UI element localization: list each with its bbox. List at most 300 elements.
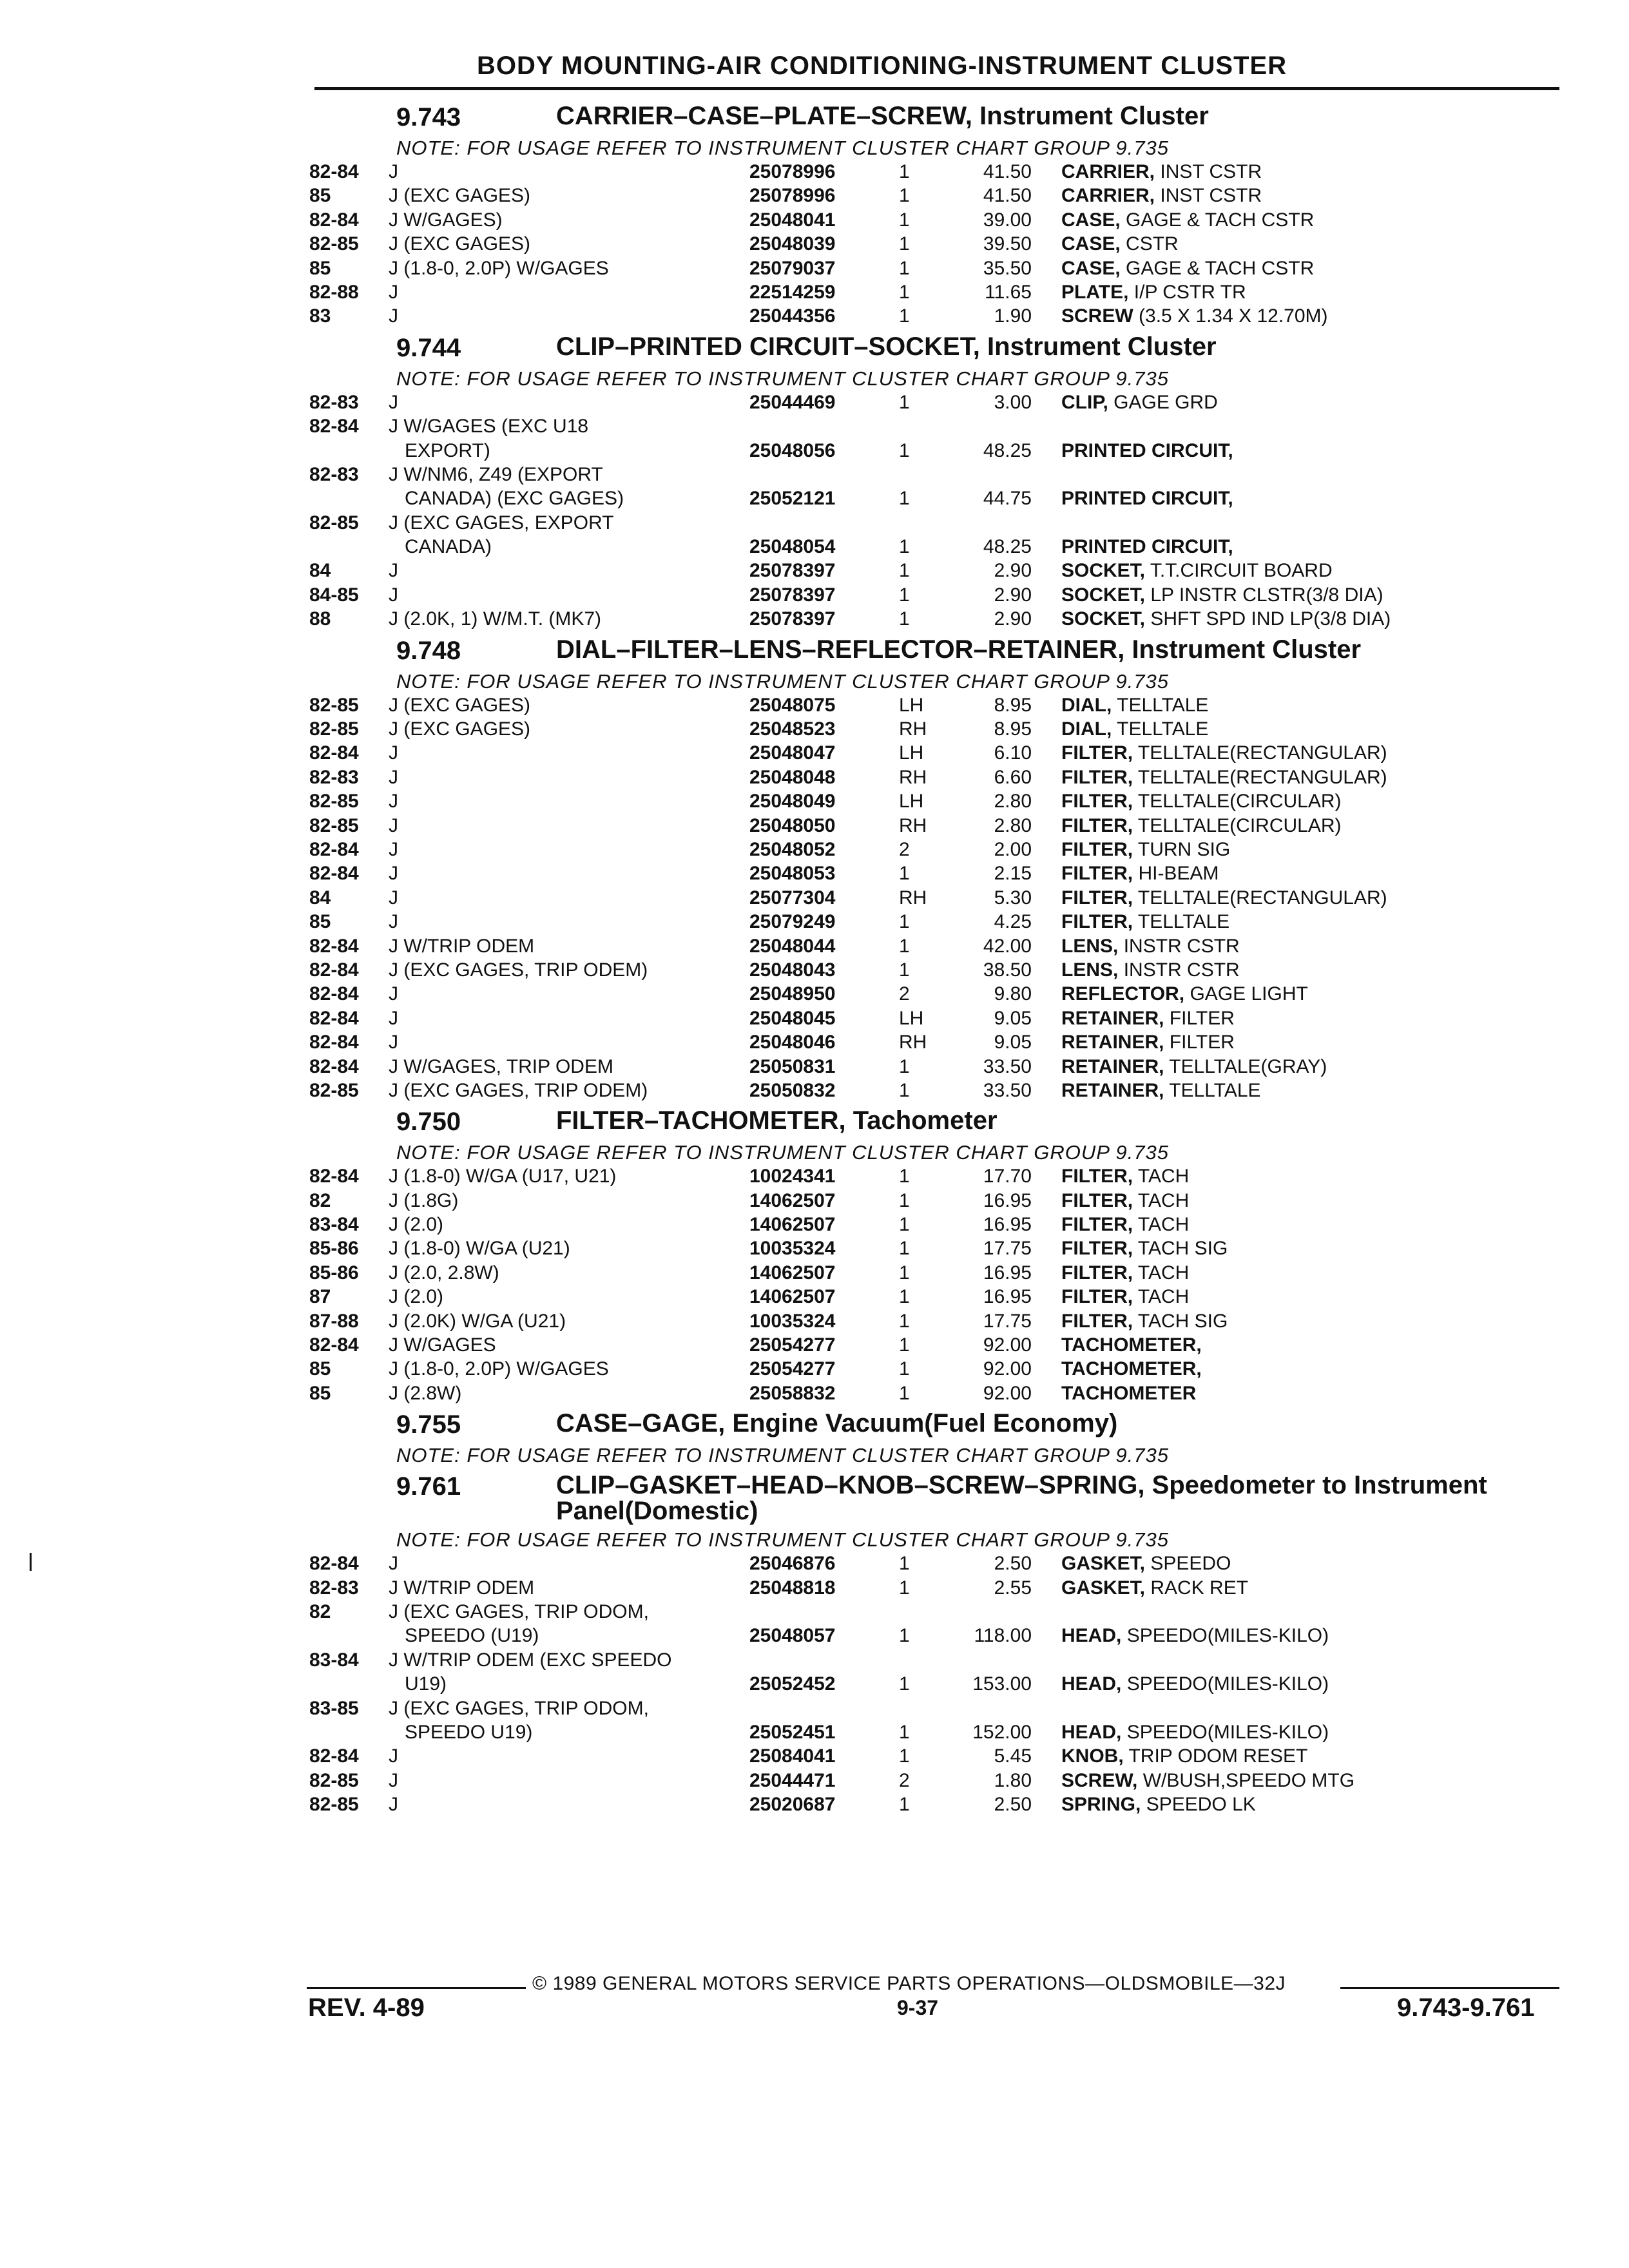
part-name [1032,559,1525,582]
usage-text: J (2.8W) [389,1383,465,1404]
part-number: 25048039 [749,233,836,255]
part-name-bold: LENS, [1061,959,1119,981]
price: 17.70 [983,1166,1032,1187]
quantity: RH [899,766,927,788]
usage-description [389,607,744,631]
part-row [309,1030,1572,1054]
part-name-bold: CASE, [1061,233,1121,255]
price [949,511,1032,535]
part-row [309,1648,1572,1672]
part-row [309,184,1572,207]
model-years: 82-85 [309,512,359,533]
part-row [309,1672,1572,1696]
part-name-bold: DIAL, [1061,694,1112,716]
part-name-bold: CARRIER, [1061,185,1155,207]
price: 8.95 [994,694,1032,716]
part-number: 25048044 [749,935,836,957]
part-name-bold: TACHOMETER, [1061,1334,1202,1356]
part-name-bold: TACHOMETER [1061,1382,1197,1404]
price: 6.10 [994,742,1032,764]
part-name-detail: TELLTALE(RECTANGULAR) [1138,767,1393,788]
usage-text: J [389,1794,402,1815]
price: 42.00 [983,935,1032,957]
model-years: 87 [309,1286,331,1308]
part-name [1032,1309,1525,1333]
section-title [556,1108,1490,1133]
usage-description [389,1189,744,1213]
part-name-detail: TELLTALE(CIRCULAR) [1138,791,1347,812]
part-number: 25078996 [749,161,836,182]
part-name-detail: W/BUSH,SPEEDO MTG [1143,1770,1360,1791]
price [949,1600,1032,1624]
part-name-detail [1061,416,1066,437]
section-number: 9.761 [396,1472,461,1501]
usage-text: J [389,839,402,860]
part-name-bold: RETAINER, [1061,1007,1164,1029]
part-name [1032,256,1525,280]
section-number: 9.755 [396,1410,461,1439]
part-name-detail: TACH SIG [1138,1311,1233,1332]
footer-rule-right [1340,1987,1559,1989]
usage-text: J (1.8-0) W/GA (U17, U21) [389,1166,620,1187]
part-row [309,256,1572,280]
usage-text: SPEEDO U19) [389,1722,536,1743]
part-name [1032,160,1525,184]
part-number: 25078397 [749,584,836,606]
parts-section [309,103,1572,329]
usage-text: J (1.8-0, 2.0P) W/GAGES [389,258,613,279]
part-number: 25048048 [749,766,836,788]
part-name-detail: TELLTALE [1117,695,1213,716]
usage-description [389,934,744,958]
part-name-detail [1061,1601,1066,1622]
usage-description [389,1696,744,1720]
quantity: LH [899,1007,924,1029]
usage-description [389,1030,744,1054]
usage-description [389,1648,744,1672]
usage-text: J [389,1770,402,1791]
price: 1.90 [994,305,1032,327]
part-name-bold: PLATE, [1061,281,1129,303]
usage-note: NOTE: FOR USAGE REFER TO INSTRUMENT CLUSTER CHART GROUP 9.735 [396,669,1169,693]
part-number [744,414,899,438]
model-years: 85 [309,1358,331,1380]
part-name-detail: TELLTALE(RECTANGULAR) [1138,742,1393,764]
part-name [1032,1261,1525,1285]
price: 17.75 [983,1238,1032,1260]
part-name [1032,1333,1525,1357]
page-number: 9-37 [897,1996,939,2019]
part-number: 25079037 [749,257,836,279]
section-title [556,1410,1490,1436]
part-name-detail [1202,1334,1207,1356]
usage-text: J (EXC GAGES, EXPORT [389,512,618,533]
part-name-detail [1061,1649,1066,1671]
price: 92.00 [983,1382,1032,1404]
usage-description [389,559,744,582]
part-row [309,1333,1572,1357]
usage-text: J [389,161,402,182]
quantity: 1 [899,209,910,231]
quantity: LH [899,791,924,812]
part-name-bold: FILTER, [1061,1166,1133,1187]
usage-text: J [389,983,402,1004]
quantity: LH [899,694,924,716]
price: 38.50 [983,959,1032,981]
part-name-bold: FILTER, [1061,838,1133,860]
parts-section [309,1108,1572,1405]
quantity: 1 [899,1214,910,1236]
usage-description [389,511,744,535]
part-name [1032,741,1525,765]
part-row [309,1285,1572,1309]
part-name-bold: REFLECTOR, [1061,983,1185,1005]
section-number: 9.744 [396,333,461,362]
model-years: 82-84 [309,209,359,231]
parts-section [309,334,1572,631]
price: 153.00 [972,1673,1032,1695]
part-name-detail: TACH [1138,1214,1194,1235]
model-years: 82-85 [309,791,359,812]
quantity: 1 [899,584,910,606]
price: 2.50 [994,1794,1032,1816]
quantity: RH [899,718,927,740]
price: 11.65 [985,281,1032,303]
part-name [1032,886,1525,910]
part-name-bold: FILTER, [1061,863,1133,885]
usage-description [389,535,744,559]
part-name [1032,463,1525,486]
usage-text: CANADA) (EXC GAGES) [389,488,628,509]
quantity: 1 [899,1745,910,1767]
usage-text: CANADA) [389,536,496,557]
part-name-bold: FILTER, [1061,887,1133,908]
part-name-bold: FILTER, [1061,1238,1133,1260]
price: 41.50 [983,161,1032,182]
section-subtitle: Tachometer [853,1106,998,1135]
parts-section [309,637,1572,1103]
part-name-detail: SPEEDO LK [1146,1794,1261,1815]
part-number: 10035324 [749,1310,836,1332]
usage-text: J [389,1032,402,1053]
usage-description [389,1769,744,1792]
model-years: 82-84 [309,935,359,957]
part-number: 25020687 [749,1794,836,1816]
model-years: 87-88 [309,1310,359,1332]
section-subtitle: Instrument Cluster [979,102,1209,130]
price: 4.25 [994,911,1032,933]
usage-text: J [389,911,402,932]
price: 16.95 [983,1189,1032,1211]
part-name [1032,1720,1525,1744]
price: 2.90 [994,608,1032,630]
usage-text: J (1.8-0) W/GA (U21) [389,1238,574,1259]
part-name-detail [1233,440,1239,461]
usage-text: J W/TRIP ODEM [389,936,538,957]
part-number: 22514259 [749,281,836,303]
quantity: 1 [899,233,910,255]
part-number: 25046876 [749,1553,836,1575]
model-years: 84-85 [309,584,359,606]
section-number: 9.748 [396,636,461,665]
quantity: 1 [899,305,910,327]
model-years: 85-86 [309,1262,359,1283]
part-row [309,1744,1572,1768]
model-years: 82-84 [309,1166,359,1187]
quantity: 1 [899,488,910,510]
part-row [309,838,1572,861]
model-years: 82-84 [309,1007,359,1029]
usage-description [389,958,744,982]
usage-description [389,886,744,910]
usage-text: J W/GAGES, TRIP ODEM [389,1056,617,1077]
part-name-detail: SPEEDO(MILES-KILO) [1127,1673,1334,1695]
part-number [744,463,899,486]
part-name [1032,1285,1525,1309]
part-name [1032,1672,1525,1696]
usage-description [389,390,744,414]
usage-description [389,1600,744,1624]
section-title-main: FILTER–TACHOMETER, [556,1106,846,1135]
model-years: 82-83 [309,463,359,485]
usage-text: J (2.0K) W/GA (U21) [389,1311,570,1332]
model-years: 82-84 [309,1334,359,1356]
part-name-detail: SPEEDO(MILES-KILO) [1127,1625,1334,1646]
usage-description [389,741,744,765]
price: 3.00 [994,391,1032,413]
part-name [1032,982,1525,1006]
usage-description [389,1213,744,1236]
section-number: 9.750 [396,1108,461,1137]
quantity: 2 [899,1769,910,1791]
model-years [309,439,389,463]
part-name-bold: PRINTED CIRCUIT, [1061,536,1233,558]
part-number: 25048052 [749,838,836,860]
part-name [1032,607,1525,631]
quantity: 1 [899,1673,910,1695]
price: 35.50 [983,257,1032,279]
part-name [1032,535,1525,559]
part-name [1032,861,1525,885]
usage-description [389,910,744,934]
part-name-bold: DIAL, [1061,718,1112,740]
usage-description [389,1720,744,1744]
part-name-detail: CSTR [1126,233,1184,255]
quantity [899,511,949,535]
usage-text: J (2.0K, 1) W/M.T. (MK7) [389,608,605,629]
part-number: 25048950 [749,983,836,1005]
usage-description [389,583,744,607]
part-name [1032,1357,1525,1381]
part-name [1032,765,1525,789]
quantity: 1 [899,1286,910,1308]
part-name-detail: GAGE & TACH CSTR [1126,209,1319,231]
part-name [1032,958,1525,982]
quantity: 1 [899,1166,910,1187]
usage-text: J [389,1745,402,1767]
price: 6.60 [994,766,1032,788]
part-name-bold: FILTER, [1061,1310,1133,1332]
quantity: 1 [899,1055,910,1077]
part-name [1032,1079,1525,1102]
part-name-bold: FILTER, [1061,1286,1133,1308]
part-number: 25079249 [749,911,836,933]
quantity: RH [899,887,927,908]
usage-description [389,693,744,717]
part-name-bold: CLIP, [1061,391,1108,413]
part-row [309,1792,1572,1816]
part-name [1032,1696,1525,1720]
usage-description [389,789,744,813]
price: 16.95 [983,1262,1032,1283]
price: 2.90 [994,584,1032,606]
usage-description [389,439,744,463]
part-name-detail: FILTER [1170,1032,1240,1053]
part-number: 14062507 [749,1286,836,1308]
part-name-detail: TACH [1138,1190,1194,1211]
quantity [899,1600,949,1624]
quantity: 1 [899,1262,910,1283]
usage-description [389,232,744,256]
part-number: 25048523 [749,718,836,740]
part-number: 25044471 [749,1769,836,1791]
usage-text: J (2.0, 2.8W) [389,1262,503,1283]
usage-text: J W/TRIP ODEM [389,1577,538,1599]
usage-description [389,838,744,861]
part-name-bold: PRINTED CIRCUIT, [1061,488,1233,510]
section-heading [309,1108,1572,1137]
quantity: 2 [899,983,910,1005]
part-name [1032,208,1525,232]
part-name-detail: TELLTALE(CIRCULAR) [1138,815,1347,836]
model-years [309,486,389,510]
part-number: 14062507 [749,1189,836,1211]
part-name-bold: FILTER, [1061,814,1133,836]
usage-description [389,1055,744,1079]
model-years: 82-85 [309,1794,359,1816]
part-name-bold: PRINTED CIRCUIT, [1061,439,1233,461]
price: 5.45 [994,1745,1032,1767]
price [949,1696,1032,1720]
usage-description [389,184,744,207]
part-name-detail: HI-BEAM [1138,863,1224,884]
quantity: 1 [899,1189,910,1211]
part-name-detail: TELLTALE(RECTANGULAR) [1138,887,1393,908]
part-name-detail: TACH [1138,1166,1194,1187]
part-name [1032,1576,1525,1600]
quantity: 1 [899,863,910,885]
copyright-notice: © 1989 GENERAL MOTORS SERVICE PARTS OPERATIONS—OLDSMOBILE—32J [532,1973,1286,1994]
model-years [309,1624,389,1648]
part-number: 25048054 [749,536,836,558]
part-row [309,1261,1572,1285]
part-name [1032,1744,1525,1768]
usage-description [389,861,744,885]
price: 9.05 [994,1007,1032,1029]
section-heading [309,334,1572,363]
model-years: 82-85 [309,814,359,836]
part-name [1032,1552,1525,1575]
price: 2.80 [994,791,1032,812]
part-row [309,559,1572,582]
part-name-detail [1061,464,1066,485]
model-years: 82-84 [309,983,359,1005]
usage-text: J W/GAGES (EXC U18 [389,416,592,437]
part-name-bold: HEAD, [1061,1721,1122,1743]
part-number: 25084041 [749,1745,836,1767]
part-row [309,861,1572,885]
model-years: 82-84 [309,1032,359,1053]
usage-text: J (2.0) [389,1214,447,1235]
quantity: 1 [899,1334,910,1356]
part-name-detail: TELLTALE(GRAY) [1169,1056,1332,1077]
part-name [1032,414,1525,438]
usage-description [389,982,744,1006]
price: 33.50 [983,1079,1032,1101]
part-name [1032,1213,1525,1236]
part-row [309,1189,1572,1213]
quantity: 1 [899,1310,910,1332]
part-number: 25048045 [749,1007,836,1029]
part-name [1032,1189,1525,1213]
part-name-bold: GASKET, [1061,1577,1146,1599]
part-name-detail: TRIP ODOM RESET [1128,1745,1313,1767]
part-row [309,886,1572,910]
model-years: 82-83 [309,1577,359,1599]
model-years: 84 [309,887,331,908]
usage-description [389,1164,744,1188]
usage-text: J [389,584,402,606]
usage-note: NOTE: FOR USAGE REFER TO INSTRUMENT CLUSTER CHART GROUP 9.735 [396,367,1169,390]
usage-text: J [389,767,402,788]
model-years: 83-84 [309,1649,359,1671]
price: 39.00 [983,209,1032,231]
part-number: 25048056 [749,439,836,461]
price: 92.00 [983,1358,1032,1380]
part-name-detail: I/P CSTR TR [1134,282,1251,303]
part-number: 25048047 [749,742,836,764]
usage-text: J (EXC GAGES, TRIP ODOM, [389,1601,653,1622]
usage-note: NOTE: FOR USAGE REFER TO INSTRUMENT CLUSTER CHART GROUP 9.735 [396,1444,1169,1467]
part-name-bold: FILTER, [1061,1214,1133,1236]
usage-text: EXPORT) [389,440,494,461]
part-name [1032,232,1525,256]
model-years: 82-88 [309,281,359,303]
price: 17.75 [983,1310,1032,1332]
model-years [309,1720,389,1744]
part-name-detail [1061,1698,1066,1719]
model-years: 82-84 [309,1055,359,1077]
part-row [309,414,1572,438]
part-name-detail: INSTR CSTR [1124,959,1245,981]
part-number: 25048053 [749,863,836,885]
model-years: 82-84 [309,1553,359,1575]
part-number: 25048818 [749,1577,836,1599]
parts-section [309,1410,1572,1467]
section-subtitle: Engine Vacuum(Fuel Economy) [732,1409,1118,1438]
usage-text: J [389,282,402,303]
part-number: 25048046 [749,1032,836,1053]
part-number [744,511,899,535]
part-name-detail: SHFT SPD IND LP(3/8 DIA) [1150,608,1396,629]
part-name-bold: FILTER, [1061,911,1133,933]
part-name-bold: SCREW [1061,305,1133,327]
part-name-bold: CASE, [1061,257,1121,279]
part-name-detail: GAGE & TACH CSTR [1126,258,1319,279]
quantity: 1 [899,439,910,461]
model-years [309,1672,389,1696]
part-name-bold: GASKET, [1061,1553,1146,1575]
